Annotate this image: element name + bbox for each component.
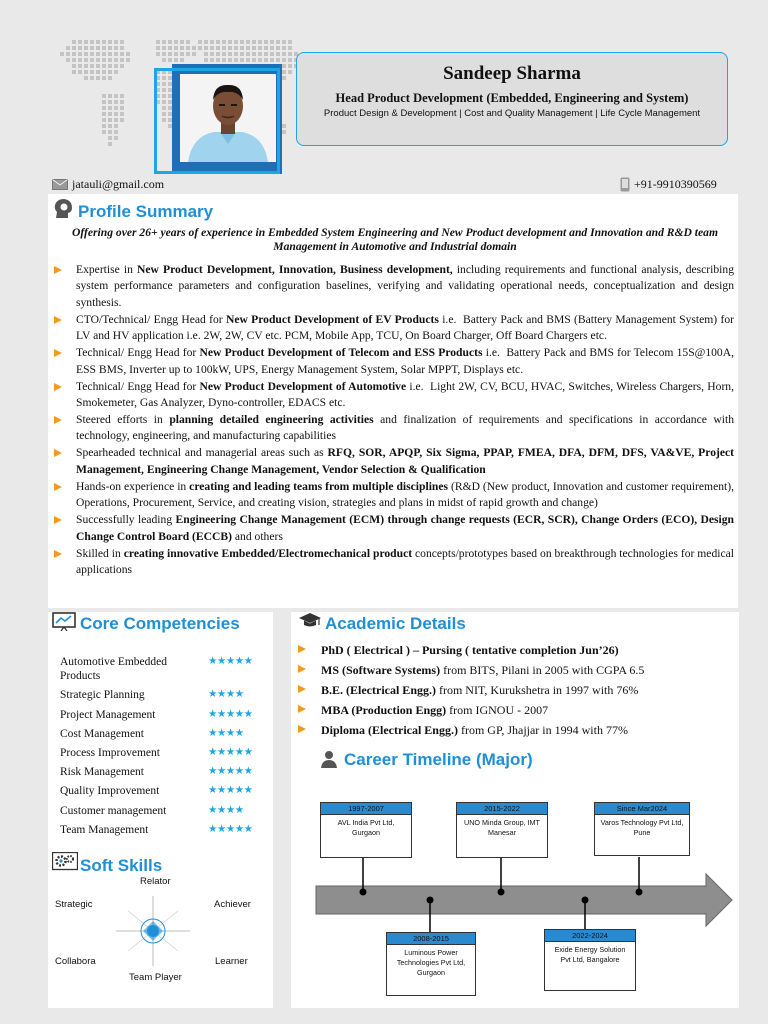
map-dot bbox=[180, 46, 184, 50]
map-dot bbox=[288, 52, 292, 56]
map-dot bbox=[102, 124, 106, 128]
list-item: Technical/ Engg Head for New Product Development of Telecom and ESS Products i.e. Battery Pack and BMS for Telecom 15S@100A, ESS BMS, Inverter up to 100kW, UPS, Energy Management System, Solar MPPT, Displays etc. bbox=[50, 345, 734, 378]
gears-icon bbox=[52, 852, 78, 872]
map-dot bbox=[72, 40, 76, 44]
map-dot bbox=[246, 52, 250, 56]
phone-contact[interactable] bbox=[620, 177, 717, 192]
map-dot bbox=[114, 100, 118, 104]
map-dot bbox=[108, 70, 112, 74]
map-dot bbox=[108, 52, 112, 56]
timeline-years: 1997-2007 bbox=[321, 803, 411, 815]
list-item: Steered efforts in planning detailed engineering activities and finalization of requirements and specifications in accordance with technology, engineering, and manufacturing capabilities bbox=[50, 412, 734, 445]
map-dot bbox=[90, 52, 94, 56]
map-dot bbox=[108, 100, 112, 104]
rating-stars: ★★★★★ bbox=[208, 766, 253, 778]
list-item: B.E. (Electrical Engg.) from NIT, Kurukshetra in 1997 with 76% bbox=[296, 680, 644, 700]
skill-row: Customer management ★★★★ bbox=[60, 804, 270, 818]
phone-icon bbox=[620, 177, 630, 192]
map-dot bbox=[174, 40, 178, 44]
map-dot bbox=[102, 130, 106, 134]
candidate-name: Sandeep Sharma bbox=[443, 63, 581, 84]
map-dot bbox=[210, 40, 214, 44]
map-dot bbox=[102, 118, 106, 122]
map-dot bbox=[114, 70, 118, 74]
map-dot bbox=[216, 52, 220, 56]
map-dot bbox=[240, 40, 244, 44]
map-dot bbox=[78, 64, 82, 68]
soft-skills-title: Soft Skills bbox=[80, 856, 163, 875]
map-dot bbox=[174, 46, 178, 50]
list-item: MBA (Production Engg) from IGNOU - 2007 bbox=[296, 700, 644, 720]
map-dot bbox=[168, 46, 172, 50]
map-dot bbox=[216, 40, 220, 44]
skill-row: Quality Improvement ★★★★★ bbox=[60, 784, 270, 798]
map-dot bbox=[90, 40, 94, 44]
map-dot bbox=[102, 100, 106, 104]
map-dot bbox=[108, 46, 112, 50]
map-dot bbox=[264, 58, 268, 62]
sub-headline: Product Design & Development | Cost and Quality Management | Life Cycle Management bbox=[323, 108, 701, 119]
map-dot bbox=[252, 58, 256, 62]
map-dot bbox=[114, 130, 118, 134]
map-dot bbox=[114, 118, 118, 122]
map-dot bbox=[282, 124, 286, 128]
list-item: MS (Software Systems) from BITS, Pilani in 2005 with CGPA 6.5 bbox=[296, 660, 644, 680]
map-dot bbox=[186, 52, 190, 56]
map-dot bbox=[192, 52, 196, 56]
map-dot bbox=[234, 40, 238, 44]
map-dot bbox=[228, 52, 232, 56]
soft-skill-label: Collabora bbox=[55, 956, 96, 967]
map-dot bbox=[222, 58, 226, 62]
timeline-org: Varos Technology Pvt Ltd, Pune bbox=[600, 818, 684, 837]
list-item: Expertise in New Product Development, Innovation, Business development, including requirements and functional analysis, describing system performance parameters and configuration baselines, verifying and validating operational needs, conceptualization and design synthesis. bbox=[50, 262, 734, 311]
map-dot bbox=[288, 70, 292, 74]
map-dot bbox=[114, 124, 118, 128]
map-dot bbox=[72, 52, 76, 56]
soft-skill-label: Strategic bbox=[55, 899, 93, 910]
email-contact[interactable] bbox=[52, 177, 164, 192]
map-dot bbox=[228, 46, 232, 50]
map-dot bbox=[228, 58, 232, 62]
skill-row: Cost Management ★★★★ bbox=[60, 727, 270, 741]
list-item: Technical/ Engg Head for New Product Development of Automotive i.e. Light 2W, CV, BCU, HVAC, Switches, Wireless Chargers, Horn, Smokemeter, Gas Analyzer, Dyno-controller, EDACS etc. bbox=[50, 379, 734, 412]
map-dot bbox=[108, 76, 112, 80]
map-dot bbox=[276, 46, 280, 50]
headline: Head Product Development (Embedded, Engineering and System) bbox=[335, 91, 689, 105]
map-dot bbox=[246, 40, 250, 44]
map-dot bbox=[114, 58, 118, 62]
rating-stars: ★★★★★ bbox=[208, 747, 253, 759]
academic-list bbox=[296, 640, 644, 740]
map-dot bbox=[186, 40, 190, 44]
timeline-org: AVL India Pvt Ltd, Gurgaon bbox=[337, 818, 395, 837]
profile-summary-title: Profile Summary bbox=[78, 202, 214, 221]
map-dot bbox=[282, 40, 286, 44]
map-dot bbox=[276, 58, 280, 62]
map-dot bbox=[72, 64, 76, 68]
map-dot bbox=[120, 118, 124, 122]
radar-chart-graphic bbox=[108, 886, 198, 976]
map-dot bbox=[234, 46, 238, 50]
map-dot bbox=[78, 52, 82, 56]
map-dot bbox=[120, 112, 124, 116]
map-dot bbox=[198, 46, 202, 50]
map-dot bbox=[90, 76, 94, 80]
map-dot bbox=[288, 46, 292, 50]
map-dot bbox=[72, 46, 76, 50]
map-dot bbox=[108, 124, 112, 128]
list-item: Spearheaded technical and managerial areas such as RFQ, SOR, APQP, Six Sigma, PPAP, FMEA, DFA, DFM, DFS, VA&VE, Project Management, Engineering Change Management, Vendor Selection & Qualification bbox=[50, 445, 734, 478]
graduation-cap-icon bbox=[298, 611, 322, 629]
map-dot bbox=[270, 40, 274, 44]
timeline-org: UNO Minda Group, IMT Manesar bbox=[464, 818, 540, 837]
map-dot bbox=[210, 58, 214, 62]
map-dot bbox=[102, 40, 106, 44]
timeline-card bbox=[544, 929, 636, 991]
map-dot bbox=[282, 76, 286, 80]
map-dot bbox=[180, 58, 184, 62]
person-icon bbox=[320, 750, 338, 768]
timeline-card bbox=[386, 932, 476, 996]
map-dot bbox=[114, 136, 118, 140]
rating-stars: ★★★★★ bbox=[208, 656, 253, 667]
profile-intro: Offering over 26+ years of experience in Embedded System Engineering and New Product development and Innovation and R&D team Management in Automotive and Industrial domain bbox=[72, 226, 718, 253]
rating-stars: ★★★★★ bbox=[208, 708, 253, 720]
presentation-chart-icon bbox=[52, 611, 76, 631]
timeline-years: 2015-2022 bbox=[457, 803, 547, 815]
map-dot bbox=[156, 52, 160, 56]
timeline-card bbox=[594, 802, 690, 856]
map-dot bbox=[102, 70, 106, 74]
map-dot bbox=[102, 58, 106, 62]
map-dot bbox=[288, 40, 292, 44]
map-dot bbox=[156, 40, 160, 44]
skill-row: Project Management ★★★★★ bbox=[60, 708, 270, 722]
soft-skill-label: Achiever bbox=[214, 899, 251, 910]
map-dot bbox=[174, 52, 178, 56]
map-dot bbox=[126, 52, 130, 56]
list-item: Skilled in creating innovative Embedded/Electromechanical product concepts/prototypes based on breakthrough technologies for medical applications bbox=[50, 546, 734, 579]
map-dot bbox=[246, 58, 250, 62]
skill-row: Risk Management ★★★★★ bbox=[60, 765, 270, 779]
profile-bullets bbox=[50, 262, 734, 579]
map-dot bbox=[102, 112, 106, 116]
map-dot bbox=[162, 58, 166, 62]
mail-icon bbox=[52, 179, 68, 190]
list-item: CTO/Technical/ Engg Head for New Product Development of EV Products i.e. Battery Pack and BMS (Battery Management System) for LV and HV application i.e. 2W, 2W, CV etc. PCM, Mobile App, TCU, On Board Charger, Off Board Chargers etc. bbox=[50, 312, 734, 345]
timeline-org: Exide Energy Solution Pvt Ltd, Bangalore bbox=[554, 945, 626, 964]
map-dot bbox=[240, 52, 244, 56]
timeline-card bbox=[456, 802, 548, 858]
skill-row: Process Improvement ★★★★★ bbox=[60, 746, 270, 760]
map-dot bbox=[84, 46, 88, 50]
skills-list bbox=[60, 655, 270, 842]
map-dot bbox=[240, 46, 244, 50]
soft-skill-label: Team Player bbox=[129, 972, 182, 983]
map-dot bbox=[102, 64, 106, 68]
map-dot bbox=[120, 40, 124, 44]
map-dot bbox=[222, 46, 226, 50]
map-dot bbox=[204, 58, 208, 62]
map-dot bbox=[204, 52, 208, 56]
map-dot bbox=[174, 58, 178, 62]
map-dot bbox=[102, 106, 106, 110]
map-dot bbox=[258, 40, 262, 44]
map-dot bbox=[66, 46, 70, 50]
map-dot bbox=[108, 64, 112, 68]
map-dot bbox=[96, 76, 100, 80]
map-dot bbox=[120, 52, 124, 56]
career-timeline-title: Career Timeline (Major) bbox=[344, 750, 533, 769]
map-dot bbox=[120, 106, 124, 110]
map-dot bbox=[264, 40, 268, 44]
profile-photo bbox=[180, 74, 276, 162]
map-dot bbox=[72, 70, 76, 74]
rating-stars: ★★★★ bbox=[208, 689, 244, 701]
timeline-years: 2008-2015 bbox=[387, 933, 475, 945]
map-dot bbox=[102, 52, 106, 56]
map-dot bbox=[222, 40, 226, 44]
map-dot bbox=[78, 40, 82, 44]
map-dot bbox=[282, 70, 286, 74]
map-dot bbox=[120, 64, 124, 68]
map-dot bbox=[252, 46, 256, 50]
map-dot bbox=[204, 46, 208, 50]
map-dot bbox=[162, 52, 166, 56]
map-dot bbox=[270, 58, 274, 62]
map-dot bbox=[114, 52, 118, 56]
map-dot bbox=[186, 46, 190, 50]
timeline-years: 2022-2024 bbox=[545, 930, 635, 942]
map-dot bbox=[78, 70, 82, 74]
map-dot bbox=[60, 52, 64, 56]
map-dot bbox=[216, 58, 220, 62]
map-dot bbox=[204, 40, 208, 44]
map-dot bbox=[84, 64, 88, 68]
map-dot bbox=[162, 46, 166, 50]
map-dot bbox=[168, 52, 172, 56]
map-dot bbox=[228, 40, 232, 44]
map-dot bbox=[282, 64, 286, 68]
map-dot bbox=[72, 58, 76, 62]
map-dot bbox=[96, 58, 100, 62]
map-dot bbox=[108, 58, 112, 62]
map-dot bbox=[108, 142, 112, 146]
map-dot bbox=[108, 118, 112, 122]
map-dot bbox=[78, 58, 82, 62]
map-dot bbox=[96, 64, 100, 68]
map-dot bbox=[288, 58, 292, 62]
map-dot bbox=[84, 52, 88, 56]
map-dot bbox=[84, 58, 88, 62]
academic-details-title: Academic Details bbox=[325, 614, 466, 633]
email-text[interactable]: jatauli@gmail.com bbox=[72, 177, 165, 191]
map-dot bbox=[96, 70, 100, 74]
map-dot bbox=[264, 52, 268, 56]
map-dot bbox=[252, 52, 256, 56]
skill-row: Strategic Planning ★★★★ bbox=[60, 688, 270, 702]
map-dot bbox=[192, 46, 196, 50]
map-dot bbox=[114, 40, 118, 44]
soft-skill-label: Learner bbox=[215, 956, 248, 967]
map-dot bbox=[120, 58, 124, 62]
timeline-org: Luminous Power Technologies Pvt Ltd, Gurgaon bbox=[396, 948, 466, 977]
header-card bbox=[296, 52, 728, 146]
map-dot bbox=[108, 112, 112, 116]
map-dot bbox=[282, 52, 286, 56]
map-dot bbox=[270, 46, 274, 50]
list-item: Successfully leading Engineering Change Management (ECM) through change requests (ECR, SCR), Change Orders (ECO), Design Change Control Board (ECCB) and others bbox=[50, 512, 734, 545]
map-dot bbox=[126, 58, 130, 62]
map-dot bbox=[66, 52, 70, 56]
map-dot bbox=[168, 40, 172, 44]
map-dot bbox=[120, 46, 124, 50]
timeline-card bbox=[320, 802, 412, 858]
map-dot bbox=[222, 52, 226, 56]
map-dot bbox=[90, 58, 94, 62]
map-dot bbox=[96, 40, 100, 44]
map-dot bbox=[84, 40, 88, 44]
map-dot bbox=[84, 76, 88, 80]
map-dot bbox=[234, 58, 238, 62]
map-dot bbox=[198, 40, 202, 44]
map-dot bbox=[234, 52, 238, 56]
list-item: PhD ( Electrical ) – Pursing ( tentative completion Jun’26) bbox=[296, 640, 644, 660]
map-dot bbox=[114, 106, 118, 110]
map-dot bbox=[246, 46, 250, 50]
map-dot bbox=[240, 58, 244, 62]
map-dot bbox=[102, 76, 106, 80]
map-dot bbox=[252, 40, 256, 44]
map-dot bbox=[108, 136, 112, 140]
map-dot bbox=[216, 46, 220, 50]
map-dot bbox=[84, 70, 88, 74]
map-dot bbox=[210, 52, 214, 56]
map-dot bbox=[108, 40, 112, 44]
map-dot bbox=[78, 46, 82, 50]
map-dot bbox=[120, 94, 124, 98]
list-item: Hands-on experience in creating and leading teams from multiple disciplines (R&D (New product, Innovation and customer requirement), Operations, Procurement, Service, and creating vision, strategies and plans in midst of rapid growth and change) bbox=[50, 479, 734, 512]
map-dot bbox=[108, 106, 112, 110]
map-dot bbox=[162, 40, 166, 44]
map-dot bbox=[282, 46, 286, 50]
map-dot bbox=[168, 58, 172, 62]
list-item: Diploma (Electrical Engg.) from GP, Jhajjar in 1994 with 77% bbox=[296, 720, 644, 740]
map-dot bbox=[66, 58, 70, 62]
skill-row: Automotive Embedded Products ★★★★★ bbox=[60, 655, 270, 684]
map-dot bbox=[258, 52, 262, 56]
map-dot bbox=[114, 112, 118, 116]
map-dot bbox=[120, 100, 124, 104]
map-dot bbox=[276, 52, 280, 56]
rating-stars: ★★★★ bbox=[208, 804, 244, 816]
map-dot bbox=[276, 40, 280, 44]
map-dot bbox=[102, 94, 106, 98]
map-dot bbox=[180, 52, 184, 56]
skill-row: Team Management ★★★★★ bbox=[60, 823, 270, 837]
soft-skill-label: Relator bbox=[140, 876, 171, 887]
map-dot bbox=[114, 64, 118, 68]
map-dot bbox=[90, 64, 94, 68]
map-dot bbox=[108, 94, 112, 98]
map-dot bbox=[282, 130, 286, 134]
map-dot bbox=[258, 46, 262, 50]
map-dot bbox=[288, 64, 292, 68]
rating-stars: ★★★★★ bbox=[208, 785, 253, 797]
map-dot bbox=[114, 94, 118, 98]
core-competencies-title: Core Competencies bbox=[80, 614, 240, 633]
map-dot bbox=[264, 46, 268, 50]
map-dot bbox=[90, 46, 94, 50]
map-dot bbox=[102, 46, 106, 50]
map-dot bbox=[96, 52, 100, 56]
map-dot bbox=[270, 52, 274, 56]
map-dot bbox=[114, 46, 118, 50]
rating-stars: ★★★★ bbox=[208, 727, 244, 739]
map-dot bbox=[96, 46, 100, 50]
map-dot bbox=[180, 40, 184, 44]
rating-stars: ★★★★★ bbox=[208, 823, 253, 835]
map-dot bbox=[282, 58, 286, 62]
map-dot bbox=[258, 58, 262, 62]
head-profile-icon bbox=[52, 198, 74, 220]
timeline-years: Since Mar2024 bbox=[595, 803, 689, 815]
map-dot bbox=[90, 70, 94, 74]
map-dot bbox=[156, 46, 160, 50]
map-dot bbox=[210, 46, 214, 50]
map-dot bbox=[108, 130, 112, 134]
phone-text[interactable]: +91-9910390569 bbox=[634, 177, 717, 191]
